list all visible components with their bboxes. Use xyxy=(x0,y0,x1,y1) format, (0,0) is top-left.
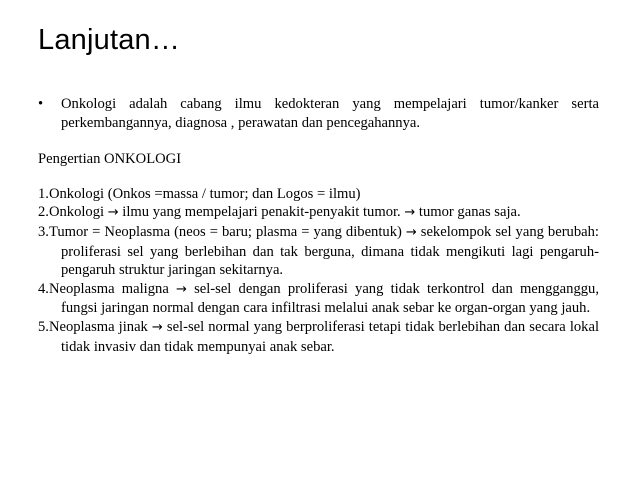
item-2-text-a: 2.Onkologi xyxy=(38,204,108,221)
arrow-right-icon: → xyxy=(175,281,187,297)
item-3-text-a: 3.Tumor = Neoplasma (neos = baru; plasma = yang dibentuk) xyxy=(38,223,406,240)
list-item-2 xyxy=(38,203,599,223)
slide-title: Lanjutan… xyxy=(38,24,181,56)
item-2-text-c: tumor ganas saja. xyxy=(415,204,521,221)
arrow-right-icon: → xyxy=(405,224,417,240)
item-1-text: 1.Onkologi (Onkos =massa / tumor; dan Logos = ilmu) xyxy=(38,185,361,202)
item-5-text-a: 5.Neoplasma jinak xyxy=(38,318,152,335)
slide-body xyxy=(38,95,599,356)
definition-list xyxy=(38,185,599,356)
arrow-right-icon: → xyxy=(404,205,416,221)
arrow-right-icon: → xyxy=(107,205,119,221)
list-item-1 xyxy=(38,185,599,204)
bullet-text: Onkologi adalah cabang ilmu kedokteran yang mempelajari tumor/kanker serta perkembangannya, diagnosa , perawatan dan pencegahannya. xyxy=(61,96,599,131)
item-2-text-b: ilmu yang mempelajari penakit-penyakit tumor. xyxy=(118,204,405,221)
list-item-4 xyxy=(38,280,599,318)
item-4-text-b: sel-sel dengan proliferasi yang tidak terkontrol dan mengganggu, fungsi jaringan normal dengan cara infiltrasi melalui anak sebar ke organ-organ yang jauh. xyxy=(61,280,599,317)
item-5-text-b: sel-sel normal yang berproliferasi tetapi tidak berlebihan dan secara lokal tidak invasiv dan tidak mempunyai anak sebar. xyxy=(61,318,599,355)
bullet-item xyxy=(38,95,599,132)
list-item-3 xyxy=(38,223,599,280)
section-heading: Pengertian ONKOLOGI xyxy=(38,151,182,168)
arrow-right-icon: → xyxy=(151,319,163,335)
bullet-icon: • xyxy=(38,96,44,112)
list-item-5 xyxy=(38,318,599,356)
item-3-text-b: sekelompok sel yang berubah: proliferasi sel yang berlebihan dan tak berguna, dimana tidak mengikuti lagi pengaruh-pengaruh struktur jaringan sekitarnya. xyxy=(61,223,599,279)
item-4-text-a: 4.Neoplasma maligna xyxy=(38,280,176,297)
